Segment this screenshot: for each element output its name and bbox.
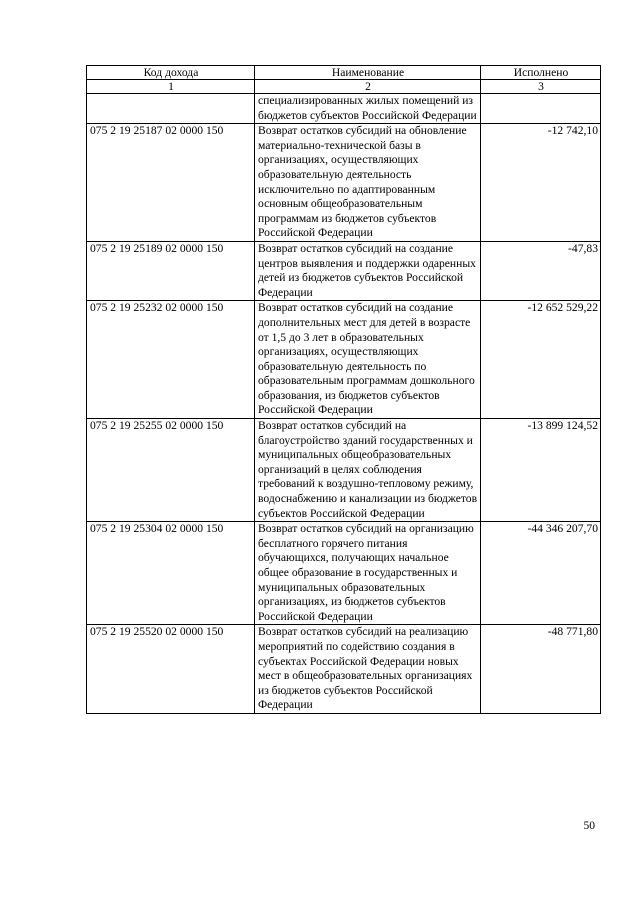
row-amount: -47,83: [481, 241, 601, 300]
row-code: 075 2 19 25189 02 0000 150: [87, 241, 255, 300]
row-amount: -12 652 529,22: [481, 301, 601, 419]
row-amount: [481, 94, 601, 124]
row-name: Возврат остатков субсидий на благоустройство зданий государственных и муниципальных общеобразовательных организаций в целях соблюдения требований к воздушно-тепловому режиму, водоснабжению и канализации из бюджетов субъектов Российской Федерации: [255, 419, 481, 522]
table-row: [87, 301, 601, 419]
header-name: Наименование: [255, 66, 481, 80]
revenue-table: [86, 65, 601, 714]
row-name: Возврат остатков субсидий на создание центров выявления и поддержки одаренных детей из бюджетов субъектов Российской Федерации: [255, 241, 481, 300]
table-row: [87, 522, 601, 625]
table-row: [87, 625, 601, 714]
table-row: [87, 94, 601, 124]
row-name: Возврат остатков субсидий на создание дополнительных мест для детей в возрасте от 1,5 до 3 лет в образовательных организациях, осуществляющих образовательную деятельность по образовательным программам дошкольного образования, из бюджетов субъектов Российской Федерации: [255, 301, 481, 419]
row-code: [87, 94, 255, 124]
row-amount: -13 899 124,52: [481, 419, 601, 522]
column-number-1: 1: [87, 80, 255, 94]
header-code: Код дохода: [87, 66, 255, 80]
table-row: [87, 124, 601, 242]
table-header-row: [87, 66, 601, 80]
row-amount: -44 346 207,70: [481, 522, 601, 625]
row-code: 075 2 19 25304 02 0000 150: [87, 522, 255, 625]
row-code: 075 2 19 25187 02 0000 150: [87, 124, 255, 242]
table-row: [87, 419, 601, 522]
row-amount: -12 742,10: [481, 124, 601, 242]
column-number-3: 3: [481, 80, 601, 94]
row-amount: -48 771,80: [481, 625, 601, 714]
row-name: Возврат остатков субсидий на реализацию мероприятий по содействию создания в субъектах Российской Федерации новых мест в общеобразовательных организациях из бюджетов субъектов Российской Федерации: [255, 625, 481, 714]
row-name: специализированных жилых помещений из бюджетов субъектов Российской Федерации: [255, 94, 481, 124]
row-name: Возврат остатков субсидий на обновление материально-технической базы в организациях, осуществляющих образовательную деятельность исключительно по адаптированным основным общеобразовательным программам из бюджетов субъектов Российской Федерации: [255, 124, 481, 242]
row-name: Возврат остатков субсидий на организацию бесплатного горячего питания обучающихся, получающих начальное общее образование в государственных и муниципальных образовательных организациях, из бюджетов субъектов Российской Федерации: [255, 522, 481, 625]
row-code: 075 2 19 25520 02 0000 150: [87, 625, 255, 714]
row-code: 075 2 19 25255 02 0000 150: [87, 419, 255, 522]
page-number: 50: [583, 820, 595, 832]
table-column-number-row: [87, 80, 601, 94]
header-amount: Исполнено: [481, 66, 601, 80]
table-row: [87, 241, 601, 300]
column-number-2: 2: [255, 80, 481, 94]
row-code: 075 2 19 25232 02 0000 150: [87, 301, 255, 419]
